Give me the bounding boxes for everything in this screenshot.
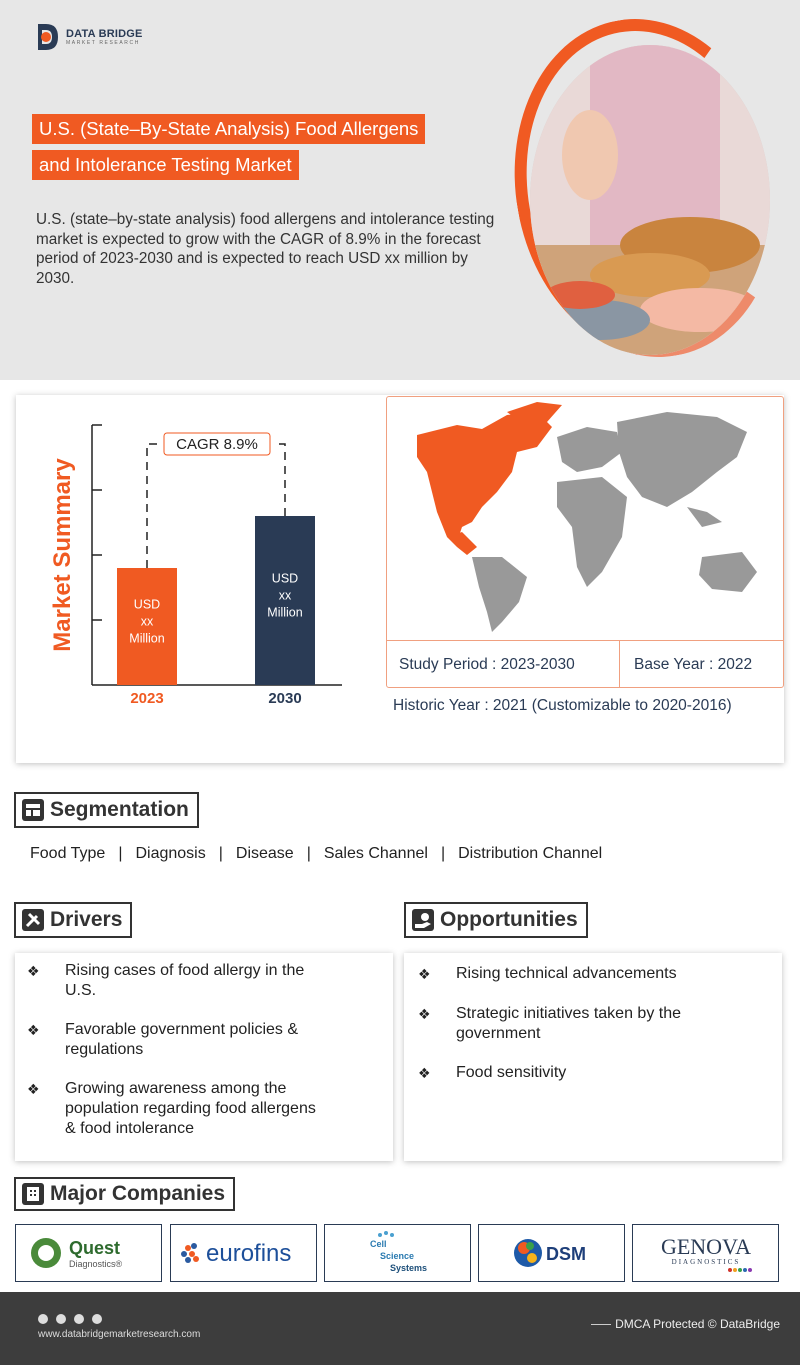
list-item <box>65 1079 316 1139</box>
bar-value-label: USD <box>271 571 299 586</box>
segment-separator: | <box>306 845 311 862</box>
brand-logo[interactable] <box>34 22 143 52</box>
cagr-connector-right <box>273 444 285 516</box>
page-title-line-1: U.S. (State–By-State Analysis) Food Allergens <box>32 114 425 144</box>
cell-science-logo-icon <box>378 1231 394 1237</box>
dmca-text: DMCA Protected © DataBridge <box>615 1317 780 1331</box>
map-north-america <box>417 412 552 542</box>
opportunities-card <box>404 953 782 1161</box>
world-map-panel <box>386 396 784 688</box>
drivers-title: Drivers <box>50 908 123 931</box>
cagr-connector-left <box>147 444 159 568</box>
diamond-bullet-icon: ❖ <box>27 1022 40 1038</box>
eurofins-name: eurofins <box>205 1240 291 1267</box>
map-southeast-asia <box>687 507 722 527</box>
map-south-america <box>472 557 527 632</box>
map-europe <box>557 427 622 472</box>
market-summary-chart <box>32 405 362 705</box>
footer <box>0 1292 800 1365</box>
segment-separator: | <box>218 845 223 862</box>
dmca-notice <box>591 1317 780 1331</box>
diamond-bullet-icon: ❖ <box>27 1081 40 1097</box>
dsm-logo-icon <box>514 1239 542 1267</box>
companies-title: Major Companies <box>50 1182 226 1205</box>
intro-paragraph: U.S. (state–by-state analysis) food allergens and intolerance testing market is expected to grow with the CAGR of 8.9% in the forecast period of 2023-2030 and is expected to reach USD xx million by 2030. <box>36 211 495 287</box>
instagram-icon[interactable] <box>92 1314 102 1324</box>
segment-item: Disease <box>235 845 294 862</box>
opportunity-hand-icon <box>412 909 434 931</box>
segment-separator: | <box>118 845 123 862</box>
map-asia <box>617 412 747 507</box>
companies-heading <box>14 1177 235 1211</box>
map-africa <box>557 477 627 587</box>
chart-title: Market Summary <box>49 458 76 652</box>
bar-value-label: Million <box>129 631 165 646</box>
company-quest-diagnostics[interactable] <box>15 1224 162 1282</box>
brand-name: DATA BRIDGE <box>66 27 143 40</box>
list-item <box>456 1004 681 1044</box>
list-item-line: Favorable government policies & <box>65 1021 299 1038</box>
list-item <box>456 1063 566 1083</box>
map-vertical-divider <box>619 640 620 688</box>
map-divider <box>387 640 783 641</box>
segmentation-icon <box>22 799 44 821</box>
list-item-line: Strategic initiatives taken by the <box>456 1005 682 1022</box>
drivers-heading <box>14 902 132 938</box>
bar-value-label: xx <box>140 614 154 629</box>
study-period: Study Period : 2023-2030 <box>399 656 575 673</box>
genova-sub: DIAGNOSTICS <box>671 1258 740 1266</box>
list-item-line: U.S. <box>65 982 97 999</box>
opportunities-title: Opportunities <box>440 908 578 931</box>
company-dsm[interactable] <box>478 1224 625 1282</box>
company-eurofins[interactable] <box>170 1224 317 1282</box>
cell-name-3: Systems <box>389 1263 427 1273</box>
diamond-bullet-icon: ❖ <box>418 966 431 982</box>
building-icon <box>22 1183 44 1205</box>
segmentation-list <box>30 845 602 863</box>
eurofins-logo-icon <box>181 1243 199 1263</box>
quest-name: Quest <box>68 1238 120 1258</box>
hero-section <box>0 0 800 380</box>
segment-item: Distribution Channel <box>458 845 603 862</box>
company-genova-diagnostics[interactable] <box>632 1224 779 1282</box>
segment-item: Diagnosis <box>135 845 206 862</box>
genova-dots-icon <box>728 1268 752 1272</box>
x-tick-label: 2023 <box>130 690 164 705</box>
list-item-line: Rising cases of food allergy in the <box>65 962 305 979</box>
chart-marks <box>117 433 315 705</box>
bar-value-label: xx <box>278 588 292 603</box>
list-item-line: government <box>456 1025 541 1042</box>
diamond-bullet-icon: ❖ <box>418 1006 431 1022</box>
brand-logo-icon <box>34 22 62 52</box>
cell-name-2: Science <box>379 1251 414 1261</box>
list-item-line: Food sensitivity <box>456 1064 567 1081</box>
segment-separator: | <box>440 845 446 862</box>
list-item-line: Growing awareness among the <box>65 1080 287 1097</box>
diamond-bullet-icon: ❖ <box>27 963 40 979</box>
world-map <box>387 397 783 637</box>
base-year: Base Year : 2022 <box>634 656 753 673</box>
map-australia <box>699 552 757 592</box>
segment-item: Sales Channel <box>323 845 428 862</box>
x-tick-label: 2030 <box>268 690 302 705</box>
segmentation-title: Segmentation <box>50 798 189 821</box>
historic-year: Historic Year : 2021 (Customizable to 2020-2016) <box>393 697 732 714</box>
segment-item: Food Type <box>30 845 106 862</box>
list-item <box>65 961 304 1001</box>
quest-sub: Diagnostics® <box>68 1259 122 1269</box>
wrench-icon <box>22 909 44 931</box>
social-icons <box>38 1314 102 1324</box>
dsm-name: DSM <box>545 1244 586 1264</box>
whatsapp-icon[interactable] <box>38 1314 48 1324</box>
genova-name: GENOVA <box>660 1234 751 1259</box>
bar-value-label: Million <box>267 605 303 620</box>
list-item-line: population regarding food allergens <box>65 1100 316 1117</box>
list-item-line: regulations <box>65 1041 144 1058</box>
segmentation-heading <box>14 792 199 828</box>
diamond-bullet-icon: ❖ <box>418 1065 431 1081</box>
opportunities-heading <box>404 902 588 938</box>
hero-photo <box>530 45 770 355</box>
brand-tagline: MARKET RESEARCH <box>66 39 140 46</box>
list-item <box>456 964 677 984</box>
page-title-line-2: and Intolerance Testing Market <box>32 150 299 180</box>
twitter-icon[interactable] <box>74 1314 84 1324</box>
cell-name-1: Cell <box>369 1239 387 1249</box>
facebook-icon[interactable] <box>56 1314 66 1324</box>
bar-value-label: USD <box>133 597 161 612</box>
list-item-line: & food intolerance <box>65 1120 194 1137</box>
list-item-line: Rising technical advancements <box>456 965 677 982</box>
list-item <box>65 1020 298 1060</box>
footer-url[interactable]: www.databridgemarketresearch.com <box>38 1329 201 1340</box>
cagr-label: CAGR 8.9% <box>176 436 258 453</box>
company-cell-science-systems[interactable] <box>324 1224 471 1282</box>
